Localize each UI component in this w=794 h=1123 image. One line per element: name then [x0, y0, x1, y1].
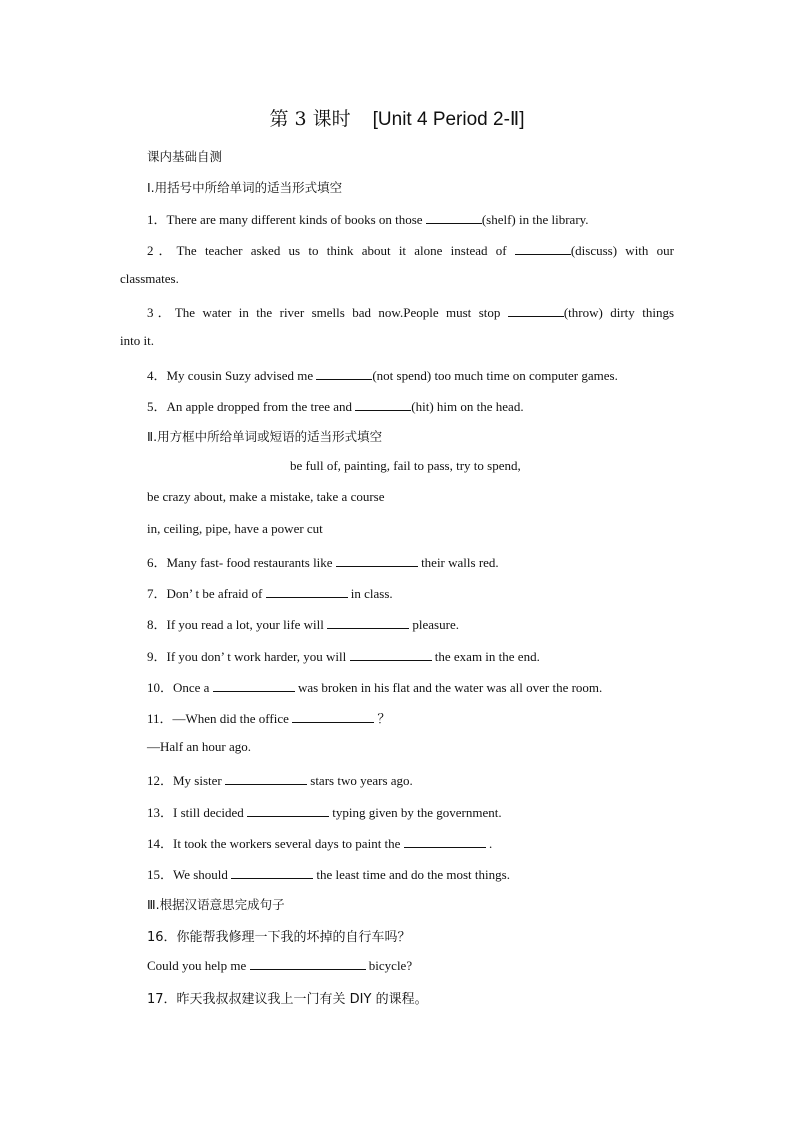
answer-blank[interactable] [350, 648, 432, 661]
word-box-line-3: in, ceiling, pipe, have a power cut [147, 521, 323, 536]
question-7: 7．Don’ t be afraid of in class. [147, 586, 393, 601]
answer-blank[interactable] [231, 866, 313, 879]
word-box-line-2: be crazy about, make a mistake, take a course [147, 489, 385, 504]
question-5: 5．An apple dropped from the tree and (hit) him on the head. [147, 399, 524, 414]
title-main: 第 3 课时 [269, 108, 351, 130]
question-13: 13．I still decided typing given by the government. [147, 805, 502, 820]
question-3: 3．The water in the river smells bad now.People must stop (throw) dirty things [147, 305, 674, 320]
answer-blank[interactable] [292, 710, 374, 723]
question-11-answer: —Half an hour ago. [147, 739, 251, 754]
section-label: 课内基础自测 [147, 149, 223, 164]
word-box-line-1: be full of, painting, fail to pass, try to spend, [290, 458, 521, 473]
answer-blank[interactable] [515, 242, 571, 255]
answer-blank[interactable] [225, 772, 307, 785]
question-15: 15．We should the least time and do the most things. [147, 867, 510, 882]
answer-blank[interactable] [336, 554, 418, 567]
question-10: 10．Once a was broken in his flat and the water was all over the room. [147, 680, 603, 695]
question-2-cont: classmates. [120, 271, 179, 286]
question-16: Could you help me bicycle? [147, 958, 413, 973]
page-title [0, 104, 794, 131]
question-12: 12．My sister stars two years ago. [147, 773, 413, 788]
question-4: 4．My cousin Suzy advised me (not spend) too much time on computer games. [147, 368, 618, 383]
question-11: 11．—When did the office ？ [147, 711, 391, 726]
answer-blank[interactable] [213, 679, 295, 692]
answer-blank[interactable] [250, 957, 366, 970]
answer-blank[interactable] [327, 616, 409, 629]
answer-blank[interactable] [355, 398, 411, 411]
question-9: 9．If you don’ t work harder, you will the exam in the end. [147, 649, 540, 664]
answer-blank[interactable] [404, 835, 486, 848]
answer-blank[interactable] [316, 367, 372, 380]
question-14: 14．It took the workers several days to paint the . [147, 836, 493, 851]
question-3-cont: into it. [120, 333, 154, 348]
question-2: 2．The teacher asked us to think about it alone instead of (discuss) with our [147, 243, 674, 258]
answer-blank[interactable] [266, 585, 348, 598]
question-6: 6．Many fast- food restaurants like their walls red. [147, 555, 499, 570]
part1-heading: Ⅰ.用括号中所给单词的适当形式填空 [147, 180, 343, 195]
question-17-chinese: 17．昨天我叔叔建议我上一门有关 DIY 的课程。 [147, 992, 428, 1007]
title-unit: [Unit 4 Period 2-Ⅱ] [372, 109, 525, 130]
question-1: 1．There are many different kinds of books on those (shelf) in the library. [147, 212, 589, 227]
answer-blank[interactable] [247, 804, 329, 817]
question-8: 8．If you read a lot, your life will pleasure. [147, 617, 459, 632]
part2-heading: Ⅱ.用方框中所给单词或短语的适当形式填空 [147, 429, 383, 444]
answer-blank[interactable] [508, 304, 564, 317]
part3-heading: Ⅲ.根据汉语意思完成句子 [147, 897, 285, 912]
question-16-chinese: 16．你能帮我修理一下我的坏掉的自行车吗？ [147, 930, 411, 945]
answer-blank[interactable] [426, 211, 482, 224]
